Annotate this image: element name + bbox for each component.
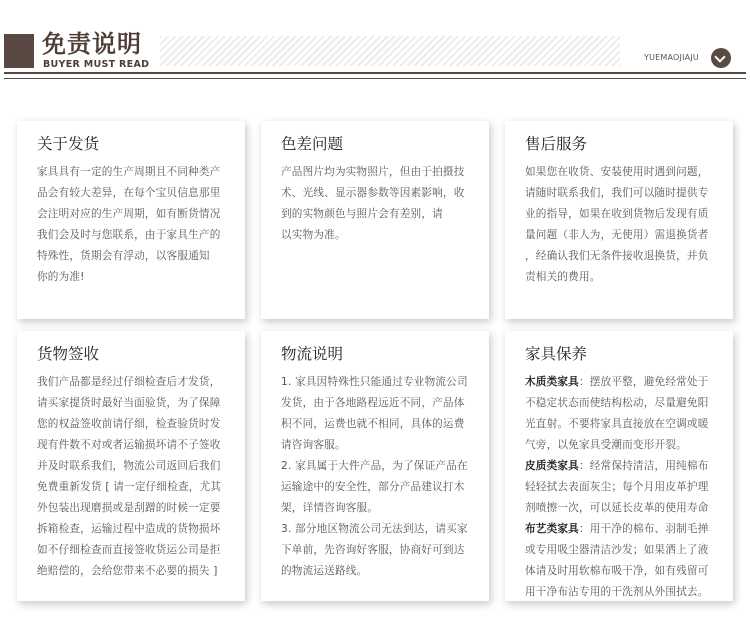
card-line-text: ：经常保持清洁，用纯棉布 [578, 460, 709, 472]
card-line: 如果您在收货、安装使用时遇到问题， [525, 166, 709, 178]
card-logistics [261, 331, 489, 601]
card-line: 到的实物颜色与照片会有差别，请 [281, 208, 443, 220]
card-line: 体请及时用软棉布吸干净，如有残留可 [525, 565, 709, 577]
card-line [525, 519, 719, 540]
card-line-text: ：用干净的棉布、羽制毛掸 [578, 523, 709, 535]
page-header [0, 0, 750, 84]
card-line: 我们产品都是经过仔细检查后才发货， [37, 376, 221, 388]
card-after-sales [505, 121, 733, 319]
card-line: 业的指导，如果在收到货物后发现有质 [525, 208, 709, 220]
card-line: 剂喷擦一次，可以延长皮革的使用寿命 [525, 502, 709, 514]
card-line: 积不同，运费也就不相同，具体的运费 [281, 418, 465, 430]
card-line: 量问题（非人为，无使用）需退换货者 [525, 229, 709, 241]
page-title: 免责说明 [42, 30, 142, 58]
brand-name: YUEMAOJIAJU [644, 53, 699, 62]
card-line: 我们会及时与您联系，由于家具生产的 [37, 229, 221, 241]
card-line: 并及时联系我们，物流公司返回后我们 [37, 460, 221, 472]
card-line: 运输途中的安全性，部分产品建议打木 [281, 481, 465, 493]
card-line: 请咨询客服。 [281, 439, 346, 451]
card-line: 的物流运送路线。 [281, 565, 368, 577]
card-line: 家具具有一定的生产周期且不同种类产 [37, 166, 221, 178]
card-body [525, 372, 719, 603]
header-divider [4, 72, 746, 74]
care-label: 皮质类家具 [525, 460, 579, 472]
card-line: 请随时联系我们，我们可以随时提供专 [525, 187, 709, 199]
card-line: 用干净布沾专用的干洗剂从外围拭去。 [525, 586, 709, 598]
chevron-down-icon[interactable] [711, 48, 731, 68]
card-line: 如不仔细检查而直接签收货运公司是拒 [37, 544, 221, 556]
card-line: 会注明对应的生产周期，如有断货情况 [37, 208, 221, 220]
card-line: 气旁，以免家具受潮而变形开裂。 [525, 439, 687, 451]
card-line: 2. 家具属于大件产品，为了保证产品在 [281, 460, 468, 472]
card-line: 外包装出现磨损或是刮蹭的时候一定要 [37, 502, 221, 514]
card-shipping [17, 121, 245, 319]
card-title: 色差问题 [281, 135, 344, 153]
card-receipt [17, 331, 245, 601]
card-title: 售后服务 [525, 135, 588, 153]
card-line: 下单前，先咨询好客服，协商好可到达 [281, 544, 465, 556]
header-divider-thin [4, 78, 746, 79]
card-line: 3. 部分地区物流公司无法到达，请买家 [281, 523, 468, 535]
card-line: 或专用吸尘器清洁沙发；如果洒上了液 [525, 544, 709, 556]
card-line: 不稳定状态而使结构松动，尽量避免阳 [525, 397, 709, 409]
card-title: 关于发货 [37, 135, 100, 153]
card-line [525, 372, 719, 393]
header-stripe-pattern [160, 36, 620, 66]
card-title: 货物签收 [37, 345, 100, 363]
card-line: 产品图片均为实物照片，但由于拍摄技 [281, 166, 465, 178]
card-body [37, 372, 231, 582]
care-label: 木质类家具 [525, 376, 579, 388]
card-line: 你的为准! [37, 271, 85, 283]
card-line: ，经确认我们无条件接收退换货，并负 [525, 250, 709, 262]
card-line: 特殊性，货期会有浮动，以客服通知 [37, 250, 210, 262]
card-color-difference [261, 121, 489, 319]
card-body [525, 162, 719, 288]
card-line: 光直射。不要将家具直接放在空调或暖 [525, 418, 709, 430]
card-line: 责相关的费用。 [525, 271, 601, 283]
card-line: 轻轻拭去表面灰尘；每个月用皮革护理 [525, 481, 709, 493]
care-label: 布艺类家具 [525, 523, 579, 535]
card-body [37, 162, 231, 288]
card-line: 品会有较大差异，在每个宝贝信息那里 [37, 187, 221, 199]
header-accent-block [4, 34, 34, 68]
card-line: 发货，由于各地路程远近不同，产品体 [281, 397, 465, 409]
card-line: 请买家提货时最好当面验货，为了保障 [37, 397, 221, 409]
card-body [281, 372, 475, 582]
card-title: 物流说明 [281, 345, 344, 363]
card-furniture-care [505, 331, 733, 601]
card-line: 免费重新发货 [ 请一定仔细检查，尤其 [37, 481, 222, 493]
page-subtitle: BUYER MUST READ [43, 59, 150, 70]
card-line: 绝赔偿的，会给您带来不必要的损失 ] [37, 565, 218, 577]
card-line: 架，详情咨询客服。 [281, 502, 379, 514]
card-line [525, 456, 719, 477]
card-line: 您的权益签收前请仔细，检查验货时发 [37, 418, 221, 430]
card-line: 以实物为准。 [281, 229, 346, 241]
card-line: 现有件数不对或者运输损坏请不子签收 [37, 439, 221, 451]
card-line-text: ：摆放平整，避免经常处于 [578, 376, 709, 388]
card-line: 拆箱检查，运输过程中造成的货物损坏 [37, 523, 221, 535]
card-line: 1. 家具因特殊性只能通过专业物流公司 [281, 376, 468, 388]
card-line: 术、光线、显示器参数等因素影响，收 [281, 187, 465, 199]
card-body [281, 162, 475, 246]
card-title: 家具保养 [525, 345, 588, 363]
